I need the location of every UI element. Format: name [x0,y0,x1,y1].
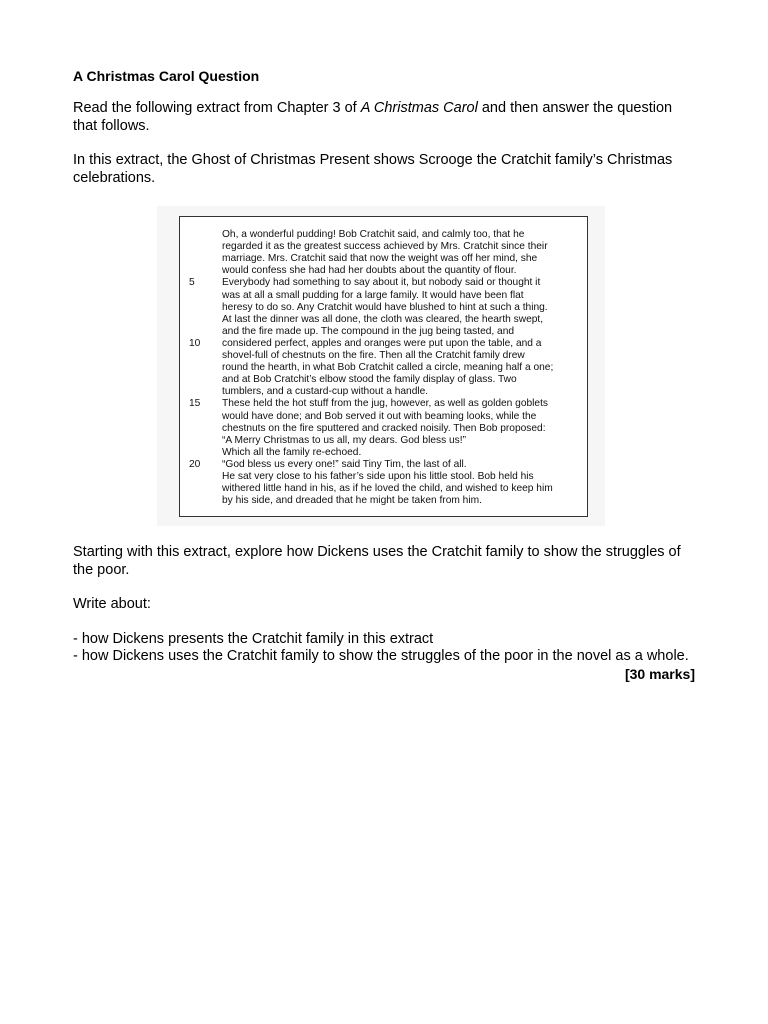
extract-line: He sat very close to his father’s side upon his little stool. Bob held his [222,471,534,482]
extract-line: shovel-full of chestnuts on the fire. Then all the Cratchit family drew [222,350,525,361]
intro-after: and then answer the question that follows. [73,100,673,134]
bullet-item: - how Dickens uses the Cratchit family to show the struggles of the poor in the novel as a whole. [73,648,689,664]
extract-line: tumblers, and a custard-cup without a handle. [222,386,429,398]
extract-line: would have done; and Bob served it out with beaming looks, while the [222,410,537,422]
question-header [73,68,695,204]
intro-before: Read the following extract from Chapter 3 of [73,100,361,116]
extract-line: “A Merry Christmas to us all, my dears. God bless us!” [222,434,467,446]
extract-line: Which all the family re-echoed. [222,446,362,458]
extract-line: marriage. Mrs. Cratchit said that now the weight was off her mind, she [222,253,538,265]
extract-line: withered little hand in his, as if he loved the child, and wished to keep him [222,483,553,495]
line-number: 10 [189,337,201,349]
extract-box [179,216,588,517]
extract-line: heresy to do so. Any Cratchit would have blushed to hint at such a thing. [222,301,548,313]
extract-line: Everybody had something to say about it, but nobody said or thought it [222,277,541,289]
extract-line: by his side, and dreaded that he might be taken from him. [222,495,482,507]
question-paragraph: Starting with this extract, explore how Dickens uses the Cratchit family to show the struggles of the poor. [73,544,681,578]
extract-line: chestnuts on the fire sputtered and cracked noisily. Then Bob proposed: [222,422,546,434]
extract-line: and at Bob Cratchit’s elbow stood the family display of glass. Two [222,374,517,386]
extract-line: regarded it as the greatest success achieved by Mrs. Cratchit since their [222,241,548,253]
extract-line: These held the hot stuff from the jug, however, as well as golden goblets [222,398,549,410]
extract-line: considered perfect, apples and oranges were put upon the table, and a [222,337,542,349]
extract-line: At last the dinner was all done, the cloth was cleared, the hearth swept, [222,313,544,325]
intro-paragraph [73,100,695,135]
extract-line: and the fire made up. The compound in the jug being tasted, and [222,325,515,337]
line-number: 5 [189,277,195,289]
book-title: A Christmas Carol [360,100,478,116]
write-about-label: Write about: [73,596,151,612]
page-title: A Christmas Carol Question [73,68,260,84]
line-number: 15 [189,398,201,410]
extract-line: “God bless us every one!” said Tiny Tim, the last of all. [222,458,467,470]
question-body [73,544,695,683]
extract-line: round the hearth, in what Bob Cratchit called a circle, meaning half a one; [222,362,554,374]
marks-label: [30 marks] [624,665,695,682]
extract-line: Oh, a wonderful pudding! Bob Cratchit said, and calmly too, that he [222,229,525,240]
extract-line: was at all a small pudding for a large family. It would have been flat [222,289,524,301]
context-paragraph: In this extract, the Ghost of Christmas Present shows Scrooge the Cratchit family’s Christmas celebrations. [73,152,673,186]
extract-line: would confess she had had her doubts about the quantity of flour. [222,265,517,277]
line-number: 20 [189,458,201,470]
extract-image [157,206,605,526]
bullet-item: - how Dickens presents the Cratchit family in this extract [73,630,434,647]
